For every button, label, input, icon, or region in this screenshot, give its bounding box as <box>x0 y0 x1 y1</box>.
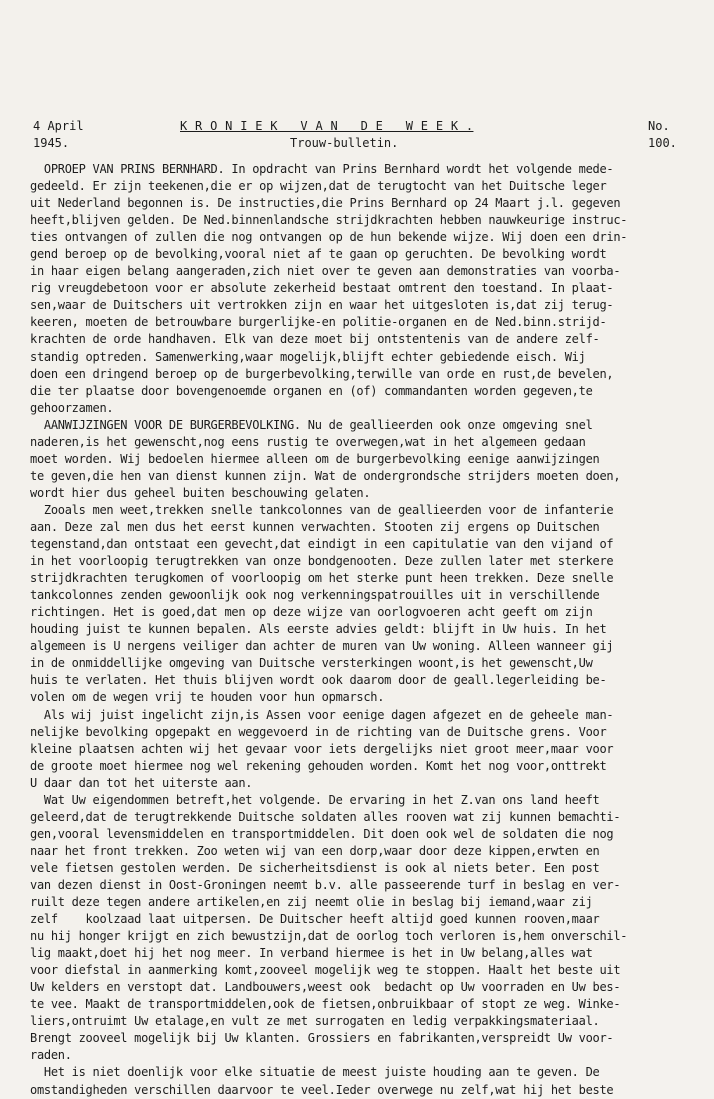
bulletin-title: K R O N I E K V A N D E W E E K . <box>180 119 474 133</box>
text-line: moet worden. Wij bedoelen hiermee alleen om de burgerbevolking eenige aanwijzingen <box>30 451 600 466</box>
text-line: algemeen is U nergens veiliger dan achter de muren van Uw woning. Alleen wanneer gij <box>30 639 614 654</box>
bulletin-subtitle: Trouw-bulletin. <box>290 136 399 150</box>
date-day: 4 April <box>33 119 84 133</box>
date-year: 1945. <box>33 136 70 150</box>
text-line: ruilt deze tegen andere artikelen,en zij neemt olie in beslag bij iemand,waar zij <box>30 895 593 910</box>
issue-number <box>648 118 677 152</box>
text-line: Uw kelders en verstopt dat. Landbouwers,weest ook bedacht op Uw voorraden en Uw bes- <box>30 980 621 995</box>
text-line: te geven,die hen van dienst kunnen zijn. Wat de ondergrondsche strijders moeten doen, <box>30 468 621 483</box>
text-line: in haar eigen belang aangeraden,zich niet over te geven aan demonstraties van voorba- <box>30 264 621 279</box>
text-line: voor diefstal in aanmerking komt,zooveel mogelijk weg te stoppen. Haalt het beste uit <box>30 963 621 978</box>
text-line: de groote moet hiermee nog wel rekening gehouden worden. Komt het nog voor,onttrekt <box>30 758 607 773</box>
text-line: strijdkrachten terugkomen of voorloopig om het sterke punt heen trekken. Deze snelle <box>30 571 614 586</box>
text-line: in het voorloopig terugtrekken van onze bondgenooten. Deze zullen later met sterkere <box>30 554 614 569</box>
text-line: doen een dringend beroep op de burgerbevolking,terwille van orde en rust,de bevelen, <box>30 366 614 381</box>
text-line: richtingen. Het is goed,dat men op deze wijze van oorlogvoeren acht geeft om zijn <box>30 605 593 620</box>
text-line: Zooals men weet,trekken snelle tankcolonnes van de geallieerden voor de infanterie <box>30 502 614 517</box>
text-line: ties ontvangen of zullen die nog ontvangen op de hun bekende wijze. Wij doen een drin- <box>30 230 628 245</box>
issue-value: 100. <box>648 136 677 150</box>
text-line: Het is niet doenlijk voor elke situatie de meest juiste houding aan te geven. De <box>30 1065 600 1080</box>
text-line: kleine plaatsen achten wij het gevaar voor iets dergelijks niet groot meer,maar voor <box>30 741 614 756</box>
text-line: tegenstand,dan ontstaat een gevecht,dat eindigt in een capitulatie van den vijand of <box>30 537 614 552</box>
title-block <box>180 118 520 152</box>
text-line: volen om de wegen vrij te houden voor hun opmarsch. <box>30 690 385 705</box>
text-line: OPROEP VAN PRINS BERNHARD. In opdracht van Prins Bernhard wordt het volgende mede- <box>30 162 614 176</box>
date <box>33 118 84 152</box>
bulletin-body <box>30 161 700 1099</box>
text-line: te vee. Maakt de transportmiddelen,ook de fietsen,onbruikbaar of stopt ze weg. Winke- <box>30 997 621 1012</box>
text-line: zelf koolzaad laat uitpersen. De Duitscher heeft altijd goed kunnen rooven,maar <box>30 912 600 927</box>
issue-label: No. <box>648 119 670 133</box>
text-line: gedeeld. Er zijn teekenen,die er op wijzen,dat de terugtocht van het Duitsche leger <box>30 179 607 194</box>
text-line: nu hij honger krijgt en zich bewustzijn,dat de oorlog toch verloren is,hem onverschil- <box>30 929 628 944</box>
text-line: nelijke bevolking opgepakt en weggevoerd in de richting van de Duitsche grens. Voor <box>30 724 607 739</box>
text-line: lig maakt,doet hij het nog meer. In verband hiermee is het in Uw belang,alles wat <box>30 946 593 961</box>
text-line: uit Nederland begonnen is. De instructies,die Prins Bernhard op 24 Maart j.l. gegeven <box>30 196 621 211</box>
text-line: krachten de orde handhaven. Elk van deze moet bij ontstentenis van de andere zelf- <box>30 332 600 347</box>
text-line: gen,vooral levensmiddelen en transportmiddelen. Dit doen ook wel de soldaten die nog <box>30 826 614 841</box>
text-line: heeft,blijven gelden. De Ned.binnenlandsche strijdkrachten hebben nauwkeurige instruc- <box>30 213 628 228</box>
text-line: U daar dan tot het uiterste aan. <box>30 775 253 790</box>
text-line: die ter plaatse door bovengenoemde organen en (of) commandanten worden gegeven,te <box>30 383 593 398</box>
text-line: wordt hier dus geheel buiten beschouwing gelaten. <box>30 485 371 500</box>
text-line: sen,waar de Duitschers uit vertrokken zijn en waar het uitgesloten is,dat zij terug- <box>30 298 614 313</box>
text-line: rig vreugdebetoon voor er absolute zekerheid bestaat omtrent den toestand. In plaat- <box>30 281 614 296</box>
text-line: houding juist te kunnen bepalen. Als eerste advies geldt: blijft in Uw huis. In het <box>30 622 607 637</box>
text-line: van dezen dienst in Oost-Groningen neemt b.v. alle passeerende turf in beslag en ver- <box>30 877 621 892</box>
text-line: Wat Uw eigendommen betreft,het volgende. De ervaring in het Z.van ons land heeft <box>30 792 600 807</box>
text-line: AANWIJZINGEN VOOR DE BURGERBEVOLKING. Nu de geallieerden ook onze omgeving snel <box>30 417 593 432</box>
text-line: Brengt zooveel mogelijk bij Uw klanten. Grossiers en fabrikanten,verspreidt Uw voor- <box>30 1031 614 1046</box>
text-line: keeren, moeten de betrouwbare burgerlijke-en politie-organen en de Ned.binn.strijd- <box>30 315 607 330</box>
text-line: aan. Deze zal men dus het eerst kunnen verwachten. Stooten zij ergens op Duitschen <box>30 519 600 534</box>
text-line: liers,ontruimt Uw etalage,en vult ze met surrogaten en ledig verpakkingsmateriaal. <box>30 1014 600 1029</box>
text-line: geleerd,dat de terugtrekkende Duitsche soldaten alles rooven wat zij kunnen bemachti- <box>30 809 621 824</box>
text-line: huis te verlaten. Het thuis blijven wordt ook daarom door de geall.legerleiding be- <box>30 673 607 688</box>
text-line: naar het front trekken. Zoo weten wij van een dorp,waar door deze kippen,erwten en <box>30 843 600 858</box>
text-line: standig optreden. Samenwerking,waar mogelijk,blijft echter gebiedende eisch. Wij <box>30 349 586 364</box>
text-line: gehoorzamen. <box>30 400 114 415</box>
text-line: Als wij juist ingelicht zijn,is Assen voor eenige dagen afgezet en de geheele man- <box>30 707 614 722</box>
text-line: gend beroep op de bevolking,vooral niet af te gaan op geruchten. De bevolking wordt <box>30 247 607 262</box>
text-line: in de onmiddellijke omgeving van Duitsche versterkingen woont,is het gewenscht,Uw <box>30 656 593 671</box>
text-line: raden. <box>30 1048 72 1063</box>
bulletin-header <box>0 118 714 158</box>
text-line: vele fietsen gestolen werden. De sicherheitsdienst is ook al niets beter. Een post <box>30 860 600 875</box>
text-line: naderen,is het gewenscht,nog eens rustig te overwegen,wat in het algemeen gedaan <box>30 434 586 449</box>
text-line: tankcolonnes zenden gewoonlijk ook nog verkenningspatrouilles uit in verschillende <box>30 588 600 603</box>
text-line: omstandigheden verschillen daarvoor te veel.Ieder overwege nu zelf,wat hij het beste <box>30 1082 614 1097</box>
